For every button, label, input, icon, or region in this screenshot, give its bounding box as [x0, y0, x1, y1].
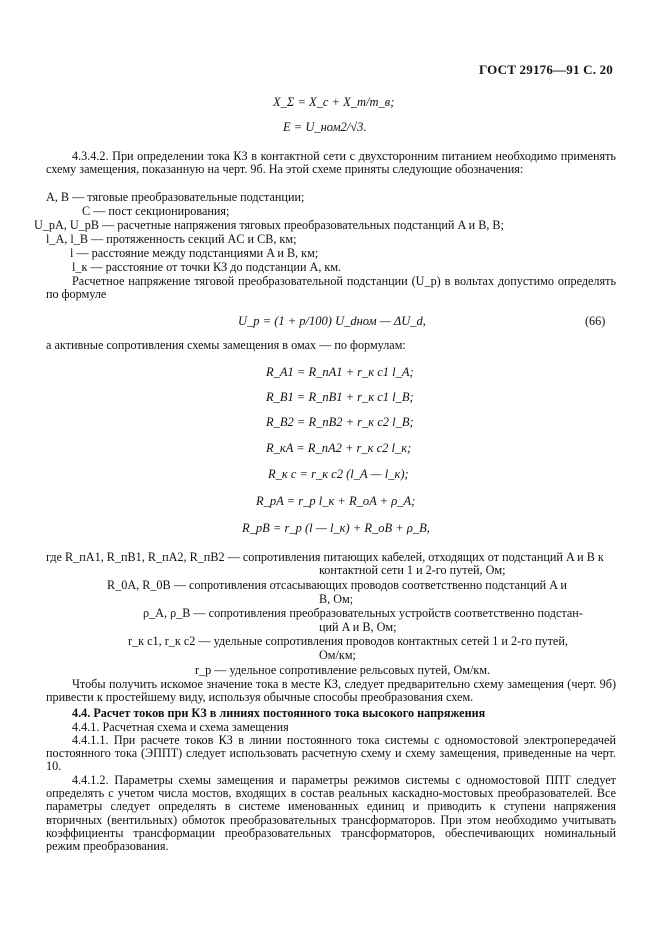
paragraph-4-3-4-2: 4.3.4.2. При определении тока КЗ в контактной сети с двухсторонним питанием необходимо применять схему замещения, показанную на черт. 9б. На этой схеме приняты следующие обозначения:: [46, 149, 616, 177]
formula-66-number: (66): [585, 314, 606, 328]
where-line-6: ций A и B, Ом;: [319, 620, 397, 634]
subsection-heading-4-4-1: 4.4.1. Расчетная схема и схема замещения: [72, 720, 289, 734]
def-l: l — расстояние между подстанциями A и B, км;: [70, 246, 319, 260]
formula-x-sigma: X_Σ = X_c + X_т/m_в;: [273, 95, 395, 109]
paragraph-4-4-1-1: 4.4.1.1. При расчете токов КЗ в линии постоянного тока системы с одномостовой электропередачей постоянного тока (ЭППТ) следует использовать расчетную схему и схему замещения, приведенные на черт. 10.: [46, 733, 616, 774]
page-header: ГОСТ 29176—91 С. 20: [479, 62, 613, 77]
where-line-4: B, Ом;: [319, 592, 354, 606]
formula-ra1: R_A1 = R_пA1 + r_к с1 l_A;: [266, 365, 414, 379]
paragraph-4-4-1-2: 4.4.1.2. Параметры схемы замещения и параметры режимов системы с одномостовой ППТ следует определять с учетом числа мостов, входящих в состав реальных каскадно-мостовых преобразователей. Все параметры следует определять в системе именованных единиц и приводить к ступени напряжения вторичных (вентильных) обмоток преобразовательных трансформаторов. При этом необходимо учитывать коэффициенты трансформации преобразовательных трансформаторов, обеспечивающих номинальный режим преобразования.: [46, 773, 616, 854]
where-line-8: Ом/км;: [319, 648, 356, 662]
paragraph-reduce: Чтобы получить искомое значение тока в месте КЗ, следует предварительно схему замещения (черт. 9б) привести к простейшему виду, используя обычные способы преобразования схем.: [46, 677, 616, 705]
where-line-1: где R_пA1, R_пB1, R_пA2, R_пB2 — сопротивления питающих кабелей, отходящих от подстанций A и B к: [46, 550, 604, 564]
formula-rkc: R_к с = r_к с2 (l_A — l_к);: [268, 467, 409, 481]
where-line-9: r_p — удельное сопротивление рельсовых путей, Ом/км.: [195, 663, 491, 677]
def-lk: l_к — расстояние от точки КЗ до подстанции A, км.: [72, 260, 342, 274]
where-line-2: контактной сети 1 и 2-го путей, Ом;: [319, 563, 506, 577]
where-line-5: ρ_A, ρ_B — сопротивления преобразовательных устройств соответственно подстан-: [143, 606, 583, 620]
def-c: C — пост секционирования;: [82, 204, 230, 218]
def-la-lb: l_A, l_B — протяженность секций AC и CB, км;: [46, 232, 297, 246]
formula-rb1: R_B1 = R_пB1 + r_к с1 l_B;: [266, 390, 414, 404]
formula-rb2: R_B2 = R_пB2 + r_к с2 l_B;: [266, 415, 414, 429]
formula-rpa: R_pA = r_p l_к + R_оA + ρ_A;: [256, 494, 416, 508]
formula-e: E = U_ном2/√3.: [283, 120, 367, 134]
section-heading-4-4: 4.4. Расчет токов при КЗ в линиях постоянного тока высокого напряжения: [72, 706, 486, 720]
formula-rka: R_кA = R_пA2 + r_к с2 l_к;: [266, 441, 412, 455]
where-line-7: r_к с1, r_к с2 — удельные сопротивления проводов контактных сетей 1 и 2-го путей,: [128, 634, 568, 648]
formula-66: U_p = (1 + p/100) U_dном — ΔU_d,: [238, 314, 426, 328]
def-u: U_pA, U_pB — расчетные напряжения тяговых преобразовательных подстанций A и B, В;: [34, 218, 504, 232]
where-line-3: R_0A, R_0B — сопротивления отсасывающих проводов соответственно подстанций A и: [107, 578, 567, 592]
paragraph-voltage: Расчетное напряжение тяговой преобразовательной подстанции (U_p) в вольтах допустимо определять по формуле: [46, 274, 616, 302]
paragraph-resist: а активные сопротивления схемы замещения в омах — по формулам:: [46, 338, 406, 352]
def-a-b: A, B — тяговые преобразовательные подстанции;: [46, 190, 305, 204]
formula-rpb: R_pB = r_p (l — l_к) + R_оB + ρ_B,: [242, 521, 430, 535]
